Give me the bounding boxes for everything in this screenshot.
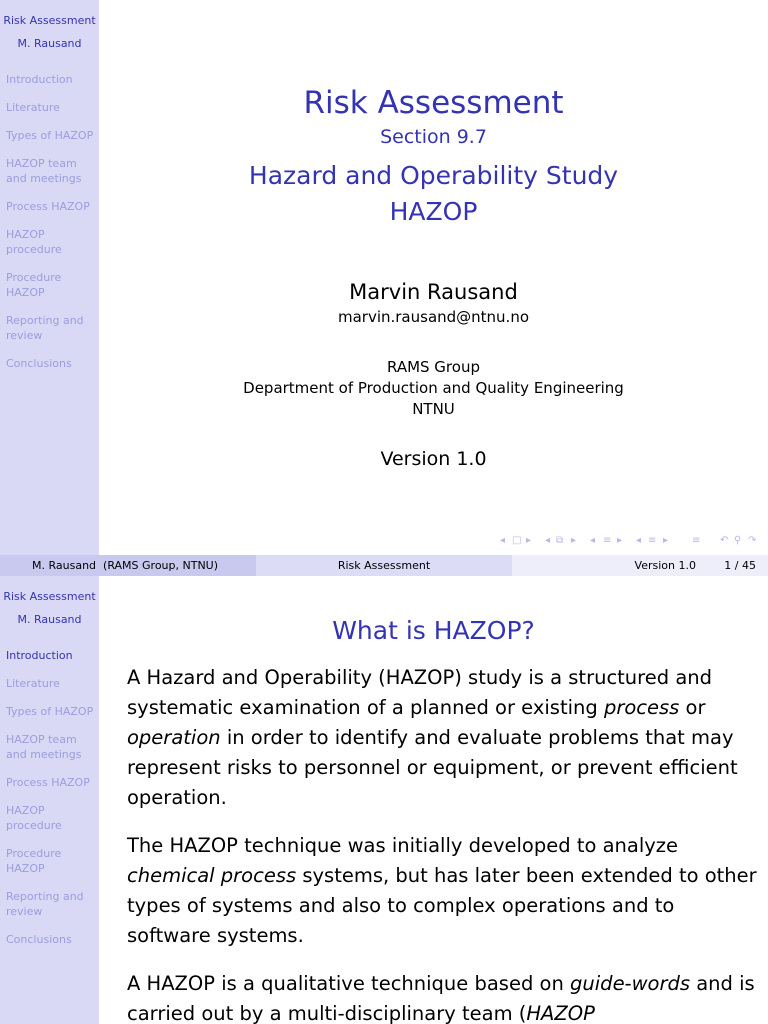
subtitle-line-2: HAZOP bbox=[389, 197, 478, 226]
p3-text-a: A HAZOP is a qualitative technique based on bbox=[127, 972, 571, 995]
footer-version: Version 1.0 bbox=[634, 559, 696, 572]
section-prev-icon[interactable]: ◂ bbox=[590, 535, 596, 546]
footer-author-name: M. Rausand bbox=[32, 559, 97, 572]
paragraph-2 bbox=[127, 831, 757, 951]
title-content bbox=[99, 0, 768, 576]
footer-author bbox=[0, 555, 256, 576]
subsection-next-icon[interactable]: ▸ bbox=[571, 535, 577, 546]
p1-text-a: A Hazard and Operability (HAZOP) study is a structured and systematic examination of a planned or existing bbox=[127, 666, 713, 719]
frame-prev-icon[interactable]: ◂ bbox=[500, 535, 506, 546]
sidebar-nav bbox=[0, 648, 99, 947]
footer-institute: (RAMS Group, NTNU) bbox=[103, 559, 219, 572]
p1-emph-process: process bbox=[603, 696, 680, 719]
sidebar-title[interactable]: Risk Assessment bbox=[3, 590, 96, 603]
sidebar-item-introduction[interactable]: Introduction bbox=[6, 73, 73, 86]
sidebar-item-reporting[interactable]: Reporting and review bbox=[6, 314, 84, 342]
slide-body bbox=[127, 663, 757, 1024]
section-next-icon[interactable]: ▸ bbox=[617, 535, 623, 546]
sidebar bbox=[0, 0, 99, 576]
sidebar-item-hazop-procedure[interactable]: HAZOP procedure bbox=[6, 804, 62, 832]
p3-text-b: and is carried out by a multi-disciplinary team ( bbox=[127, 972, 755, 1024]
author-name: Marvin Rausand bbox=[349, 280, 518, 304]
sidebar-item-types-of-hazop[interactable]: Types of HAZOP bbox=[6, 705, 94, 718]
institute bbox=[99, 357, 768, 420]
subsection-prev-icon[interactable]: ◂ bbox=[545, 535, 551, 546]
sidebar-item-process-hazop[interactable]: Process HAZOP bbox=[6, 200, 90, 213]
search-icon[interactable]: ⚲ bbox=[734, 535, 742, 546]
p3-emph-hazop: HAZOP bbox=[526, 1002, 595, 1024]
navigation-symbols bbox=[0, 535, 768, 551]
p2-text-a: The HAZOP technique was initially developed to analyze bbox=[127, 834, 679, 857]
subtitle-line-1: Hazard and Operability Study bbox=[248, 161, 619, 190]
sidebar-item-hazop-team[interactable]: HAZOP team and meetings bbox=[6, 733, 82, 761]
sidebar-item-hazop-team[interactable]: HAZOP team and meetings bbox=[6, 157, 82, 185]
institute-line-3: NTNU bbox=[412, 400, 455, 418]
paragraph-3 bbox=[127, 969, 757, 1024]
presentation-section: Section 9.7 bbox=[380, 126, 487, 148]
presentation-version: Version 1.0 bbox=[380, 448, 487, 470]
sidebar-item-process-hazop[interactable]: Process HAZOP bbox=[6, 776, 90, 789]
p3-emph-guide-words: guide-words bbox=[570, 972, 691, 995]
author-email: marvin.rausand@ntnu.no bbox=[337, 308, 530, 326]
sidebar-item-literature[interactable]: Literature bbox=[6, 677, 60, 690]
sidebar-author[interactable]: M. Rausand bbox=[17, 613, 82, 626]
doc-next-icon[interactable]: ▸ bbox=[663, 535, 669, 546]
sidebar-author[interactable]: M. Rausand bbox=[17, 37, 82, 50]
p1-emph-operation: operation bbox=[127, 726, 221, 749]
sidebar-item-introduction[interactable]: Introduction bbox=[6, 649, 73, 662]
back-icon[interactable]: ↶ bbox=[720, 535, 729, 546]
subsection-icon[interactable]: ⧉ bbox=[556, 535, 564, 546]
section-icon[interactable]: ≡ bbox=[603, 535, 612, 546]
sidebar-item-procedure-hazop[interactable]: Procedure HAZOP bbox=[6, 271, 62, 299]
sidebar-item-conclusions[interactable]: Conclusions bbox=[6, 933, 72, 946]
presentation-title: Risk Assessment bbox=[303, 85, 564, 121]
sidebar bbox=[0, 576, 99, 1024]
footer-title: Risk Assessment bbox=[256, 555, 512, 576]
sidebar-item-types-of-hazop[interactable]: Types of HAZOP bbox=[6, 129, 94, 142]
doc-icon[interactable]: ≡ bbox=[648, 535, 657, 546]
footer-version-pages bbox=[512, 555, 768, 576]
footer-page-number: 1 / 45 bbox=[724, 559, 756, 572]
institute-line-1: RAMS Group bbox=[387, 358, 480, 376]
presentation-subtitle bbox=[99, 158, 768, 230]
p1-text-b: or bbox=[679, 696, 706, 719]
p2-emph-chemical-process: chemical process bbox=[127, 864, 297, 887]
sidebar-item-conclusions[interactable]: Conclusions bbox=[6, 357, 72, 370]
sidebar-item-reporting[interactable]: Reporting and review bbox=[6, 890, 84, 918]
p2-text-b: systems, but has later been extended to other types of systems and also to complex operations and to software systems. bbox=[127, 864, 757, 947]
doc-prev-icon[interactable]: ◂ bbox=[636, 535, 642, 546]
sidebar-item-procedure-hazop[interactable]: Procedure HAZOP bbox=[6, 847, 62, 875]
forward-icon[interactable]: ↷ bbox=[748, 535, 757, 546]
slide-content bbox=[99, 576, 768, 1024]
p1-text-c: in order to identify and evaluate problems that may represent risks to personnel or equipment, or prevent efficient operation. bbox=[127, 726, 738, 809]
institute-line-2: Department of Production and Quality Engineering bbox=[243, 379, 624, 397]
frame-next-icon[interactable]: ▸ bbox=[526, 535, 532, 546]
sidebar-title[interactable]: Risk Assessment bbox=[3, 14, 96, 27]
sidebar-nav bbox=[0, 72, 99, 371]
footline bbox=[0, 555, 768, 576]
sidebar-item-hazop-procedure[interactable]: HAZOP procedure bbox=[6, 228, 62, 256]
sidebar-item-literature[interactable]: Literature bbox=[6, 101, 60, 114]
frame-title: What is HAZOP? bbox=[332, 616, 535, 645]
what-is-hazop-slide bbox=[0, 576, 768, 1024]
paragraph-1 bbox=[127, 663, 757, 813]
frame-icon[interactable]: □ bbox=[512, 535, 522, 546]
appendix-icon[interactable]: ≡ bbox=[692, 535, 701, 546]
